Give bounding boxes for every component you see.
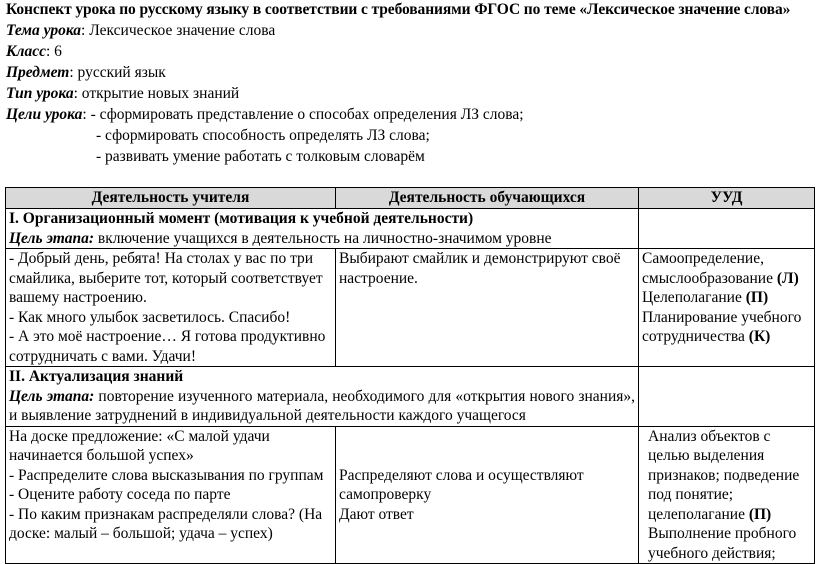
teacher-line: - Добрый день, ребята! На столах у вас по три смайлика, выберите тот, который соответствует вашему настроению.	[9, 250, 323, 306]
uud-text: Целеполагание	[642, 289, 746, 306]
table-row	[6, 249, 815, 367]
uud-mark: (П)	[745, 289, 769, 306]
teacher-line: - А это моё настроение… Я готова продуктивно сотрудничать с вами. Удачи!	[9, 328, 326, 365]
spacer	[339, 427, 635, 466]
students-text: Выбирают смайлик и демонстрируют своё настроение.	[339, 250, 621, 287]
grade-label: Класс	[6, 43, 46, 60]
goals-label: Цели урока	[6, 106, 83, 123]
section-goal	[9, 387, 635, 426]
goal-item: - сформировать способность определять ЛЗ слова;	[96, 127, 430, 144]
subject-line	[6, 63, 812, 84]
section-row	[6, 209, 815, 249]
uud-text: Самоопределение, смыслообразование	[642, 250, 777, 287]
uud-line	[642, 524, 811, 563]
students-cell	[336, 249, 639, 367]
type-line	[6, 84, 812, 105]
teacher-cell	[6, 426, 336, 564]
type-value: : открытие новых знаний	[73, 85, 240, 102]
teacher-cell	[6, 249, 336, 367]
teacher-line: - Как много улыбок засветилось. Спасибо!	[9, 308, 291, 326]
goal-item: - развивать умение работать с толковым словарём	[96, 148, 425, 165]
section-title: II. Актуализация знаний	[9, 368, 184, 385]
teacher-line: - Оцените работу соседа по парте	[9, 486, 231, 503]
uud-cell	[639, 249, 815, 367]
topic-line	[6, 21, 812, 42]
students-line: Дают ответ	[339, 505, 414, 523]
goal-label: Цель этапа:	[9, 229, 95, 247]
students-line: Распределяют слова и осуществляют самопроверку	[339, 466, 584, 503]
column-header: Деятельность обучающихся	[336, 188, 639, 209]
section-heading	[6, 209, 639, 249]
goal-text: включение учащихся в деятельность на личностно-значимом уровне	[94, 229, 552, 247]
subject-label: Предмет	[6, 64, 70, 81]
section-heading	[6, 367, 639, 427]
goal-item: : - сформировать представление о способах определения ЛЗ слова;	[82, 106, 524, 123]
table-header-row	[6, 188, 815, 209]
topic-label: Тема урока	[6, 22, 82, 39]
goals-line	[6, 126, 812, 147]
uud-line	[642, 249, 811, 288]
column-header: Деятельность учителя	[6, 188, 336, 209]
uud-mark: (Л)	[776, 269, 799, 287]
column-header: УУД	[639, 188, 815, 209]
goals-line	[6, 105, 812, 126]
table-row	[6, 426, 815, 564]
uud-mark: (П)	[748, 505, 772, 523]
teacher-line: - По каким признакам распределяли слова? (На доске: малый – большой; удача – успех)	[9, 505, 323, 542]
uud-mark: (К)	[748, 328, 771, 345]
uud-text: Выполнение пробного учебного действия;	[648, 525, 797, 562]
lesson-header	[6, 0, 812, 168]
empty-cell	[639, 367, 815, 427]
section-goal	[9, 229, 635, 249]
grade-line	[6, 42, 812, 63]
teacher-line: На доске предложение: «С малой удачи начинается большой успех»	[9, 427, 270, 464]
uud-text: Планирование учебного сотрудничества	[642, 308, 802, 345]
section-title: I. Организационный момент (мотивация к учебной деятельности)	[9, 210, 474, 227]
topic-value: : Лексическое значение слова	[81, 22, 276, 39]
type-label: Тип урока	[6, 85, 74, 102]
grade-value: : 6	[45, 43, 62, 60]
empty-cell	[639, 209, 815, 249]
uud-line	[642, 308, 811, 347]
lesson-table	[5, 187, 815, 564]
students-cell	[336, 426, 639, 564]
section-row	[6, 367, 815, 427]
goal-text: повторение изученного материала, необходимого для «открытия нового знания», и выявление затруднений в индивидуальной деятельности каждого учащегося	[9, 387, 635, 424]
uud-text: Анализ объектов с целью выделения признаков; подведение под понятие; целеполагание	[648, 427, 800, 523]
goal-label: Цель этапа:	[9, 387, 95, 405]
uud-line	[642, 427, 811, 525]
subject-value: : русский язык	[69, 64, 166, 81]
teacher-line: - Распределите слова высказывания по группам	[9, 466, 324, 484]
goals-line	[6, 147, 812, 168]
uud-line	[642, 288, 811, 308]
uud-cell	[639, 426, 815, 564]
document-title: Конспект урока по русскому языку в соответствии с требованиями ФГОС по теме «Лексическое значение слова»	[6, 1, 791, 18]
